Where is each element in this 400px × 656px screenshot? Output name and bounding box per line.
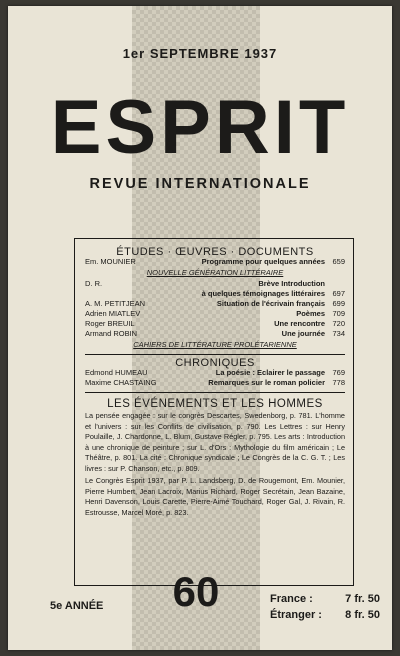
section-divider [85,392,345,393]
magazine-title: ESPRIT [50,85,350,170]
etudes-heading: ÉTUDES · ŒUVRES · DOCUMENTS [116,246,314,258]
entry-author: Roger BREUIL [85,319,135,328]
entry-title: Une journée [281,329,325,338]
contents-frame [74,238,354,586]
price-value: 7 fr. 50 [345,593,380,605]
entry-page: 720 [332,319,345,328]
magazine-cover [8,6,392,650]
year-label: 5e ANNÉE [50,600,104,612]
entry-page: 769 [332,368,345,377]
issue-number: 60 [172,568,220,615]
entry-author: A. M. PETITJEAN [85,299,146,308]
toc-entry [85,378,345,388]
section-divider [85,354,345,355]
entry-title: Poèmes [296,309,325,318]
price-row [270,607,380,623]
entry-title: Remarques sur le roman policier [208,378,325,387]
entry-page: 734 [332,329,345,338]
toc-entry [85,299,345,309]
entry-page: 697 [332,289,345,298]
subhead-cahiers: CAHIERS DE LITTÉRATURE PROLÉTARIENNE [133,340,297,349]
entry-page: 709 [332,309,345,318]
price-value: 8 fr. 50 [345,609,380,621]
congres-paragraph: Le Congrès Esprit 1937, par P. L. Landsberg, D. de Rougemont, Em. Mounier, Pierre Humbert, Jean Lacroix, Marius Richard, Roger Secrétain, Jean Bazaine, Henri Davenson, Louis Carette, Pierre-Aimé Touchard, Roger Gal, J. Rivain, R. Estrousse, Marcel Moré, p. 823. [85,476,345,517]
issue-date: 1er SEPTEMBRE 1937 [122,46,278,61]
entry-title: Brève Introduction [258,279,325,288]
price-label: France : [270,593,313,605]
entry-page: 699 [332,299,345,308]
entry-author: Armand ROBIN [85,329,138,338]
evenements-heading: LES ÉVÉNEMENTS ET LES HOMMES [107,398,323,410]
subhead-nouvelle-generation: NOUVELLE GÉNÉRATION LITTÉRAIRE [146,268,284,277]
entry-page: 659 [332,257,345,266]
toc-entry [85,368,345,378]
chroniques-heading: CHRONIQUES [175,357,255,369]
price-label: Étranger : [270,609,322,621]
price-block [270,591,380,623]
entry-title: Situation de l'écrivain français [216,299,325,308]
price-row [270,591,380,607]
entry-author: Em. MOUNIER [85,257,136,266]
toc-entry [85,289,345,299]
toc-entry [85,309,345,319]
evenements-paragraph: La pensée engagée : sur le congrès Descartes, Swedenborg, p. 781. L'homme et l'univers : sur les Conflits de civilisation, p. 790. Les Lettres : sur Henry Poulaille, J. Chardonne, L. Blum, Gustave Régler, p. 795. Les arts : Introduction à une chronique de peinture ; sur L. d'Ors : Mythologie du film américain ; Le Théâtre, p. 801. La cité : Chronique syndicale ; Le Congrès de la C. G. T. ; Les livres : sur P. Chanson, etc., p. 809. [85,411,345,473]
toc-entry [85,279,345,289]
entry-author: Edmond HUMEAU [85,368,148,377]
entry-author: Maxime CHASTAING [85,378,157,387]
entry-author: Adrien MIATLEV [85,309,141,318]
entry-title: La poésie : Eclairer le passage [215,368,325,377]
entry-title: à quelques témoignages littéraires [201,289,325,298]
entry-page: 778 [332,378,345,387]
toc-entry [85,257,345,267]
entry-title: Une rencontre [274,319,325,328]
entry-author: D. R. [85,279,103,288]
magazine-subtitle: REVUE INTERNATIONALE [89,176,311,192]
entry-title: Programme pour quelques années [201,257,325,266]
toc-entry [85,319,345,329]
toc-entry [85,329,345,339]
